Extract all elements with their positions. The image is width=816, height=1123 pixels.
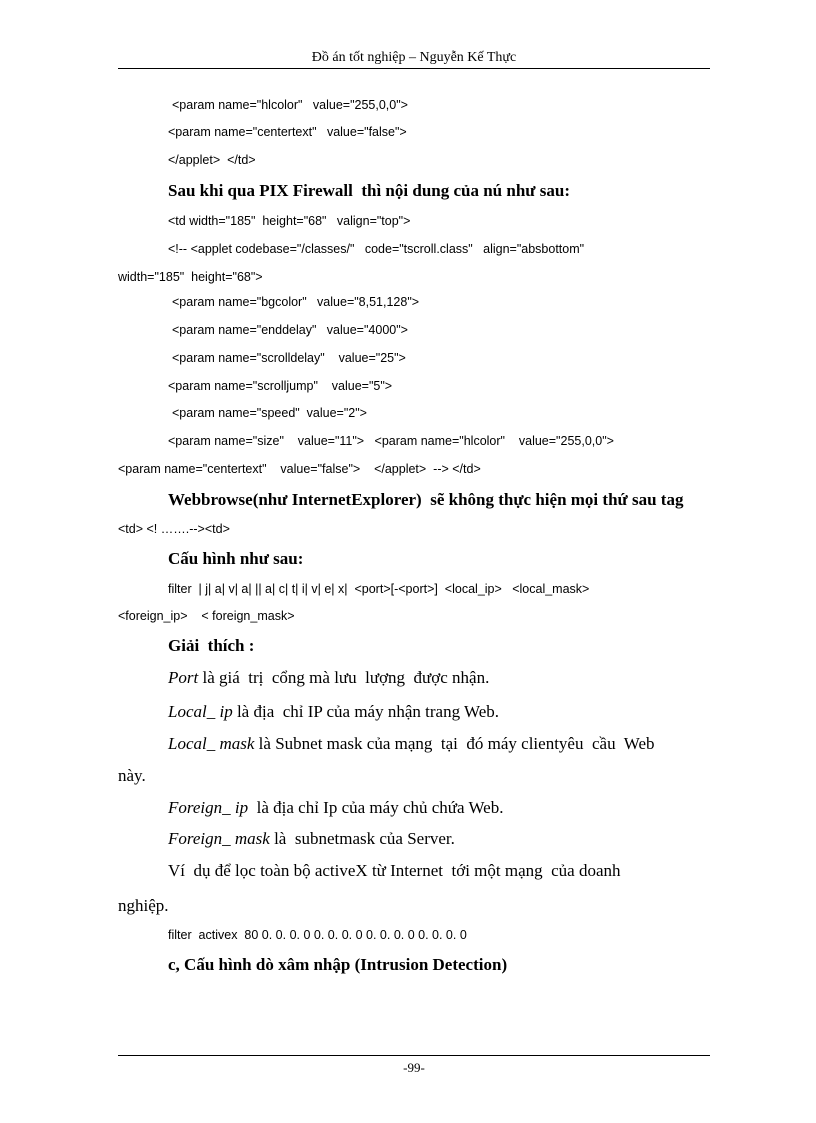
- header-rule: [118, 68, 710, 69]
- code-line: <param name="centertext" value="false">: [168, 125, 407, 139]
- paragraph-line: Webbrowse(như InternetExplorer) sẽ không thực hiện mọi thứ sau tag: [168, 490, 684, 509]
- code-line: <foreign_ip> < foreign_mask>: [118, 609, 295, 623]
- code-line: <param name="centertext" value="false"> </applet> --> </td>: [118, 462, 481, 476]
- paragraph-line: [168, 829, 455, 849]
- term-port: Port: [168, 668, 199, 687]
- paragraph-line: [168, 668, 489, 688]
- page-header: Đồ án tốt nghiệp – Nguyễn Kế Thực: [311, 50, 517, 65]
- paragraph-line: [168, 702, 499, 722]
- term-definition: là giá trị cổng mà lưu lượng được nhận.: [198, 668, 490, 687]
- term-foreign-ip: Foreign_ ip: [168, 798, 249, 817]
- code-line: <param name="scrolldelay" value="25">: [172, 351, 406, 365]
- term-definition: là subnetmask của Server.: [269, 829, 455, 848]
- code-line: <param name="size" value="11"> <param name="hlcolor" value="255,0,0">: [168, 434, 614, 448]
- section-heading: c, Cấu hình dò xâm nhập (Intrusion Detection): [168, 955, 508, 974]
- paragraph-line: Ví dụ để lọc toàn bộ activeX từ Internet tới một mạng của doanh: [168, 861, 621, 880]
- code-line: filter | j| a| v| a| || a| c| t| i| v| e| x| <port>[-<port>] <local_ip> <local_mask>: [168, 582, 590, 596]
- code-line: <param name="enddelay" value="4000">: [172, 323, 408, 337]
- code-line: <td> <! …….--><td>: [118, 522, 230, 536]
- code-line: <param name="speed" value="2">: [172, 406, 367, 420]
- paragraph-line: này.: [118, 766, 146, 785]
- term-definition: là địa chỉ IP của máy nhận trang Web.: [232, 702, 500, 721]
- code-line: <td width="185" height="68" valign="top">: [168, 214, 411, 228]
- code-line: width="185" height="68">: [118, 270, 263, 284]
- code-line: filter activex 80 0. 0. 0. 0 0. 0. 0. 0 0. 0. 0. 0 0. 0. 0. 0: [168, 928, 467, 942]
- paragraph-line: Giải thích :: [168, 636, 255, 655]
- paragraph-line: Cấu hình như sau:: [168, 549, 304, 568]
- paragraph-line: nghiệp.: [118, 896, 169, 915]
- term-local-ip: Local_ ip: [168, 702, 233, 721]
- code-line: <param name="bgcolor" value="8,51,128">: [172, 295, 420, 309]
- footer-rule: [118, 1055, 710, 1056]
- paragraph-line: [168, 798, 503, 818]
- term-foreign-mask: Foreign_ mask: [168, 829, 270, 848]
- term-definition: là địa chỉ Ip của máy chủ chứa Web.: [248, 798, 504, 817]
- code-line: <param name="hlcolor" value="255,0,0">: [172, 98, 408, 112]
- page-number: -99-: [403, 1060, 425, 1075]
- paragraph-line: Sau khi qua PIX Firewall thì nội dung của nú như sau:: [168, 181, 570, 200]
- paragraph-line: [168, 734, 655, 754]
- code-line: </applet> </td>: [168, 153, 256, 167]
- code-line: <!-- <applet codebase="/classes/" code="tscroll.class" align="absbottom": [168, 242, 585, 256]
- term-definition: là Subnet mask của mạng tại đó máy clientyêu cầu Web: [254, 734, 655, 753]
- term-local-mask: Local_ mask: [168, 734, 255, 753]
- code-line: <param name="scrolljump" value="5">: [168, 379, 393, 393]
